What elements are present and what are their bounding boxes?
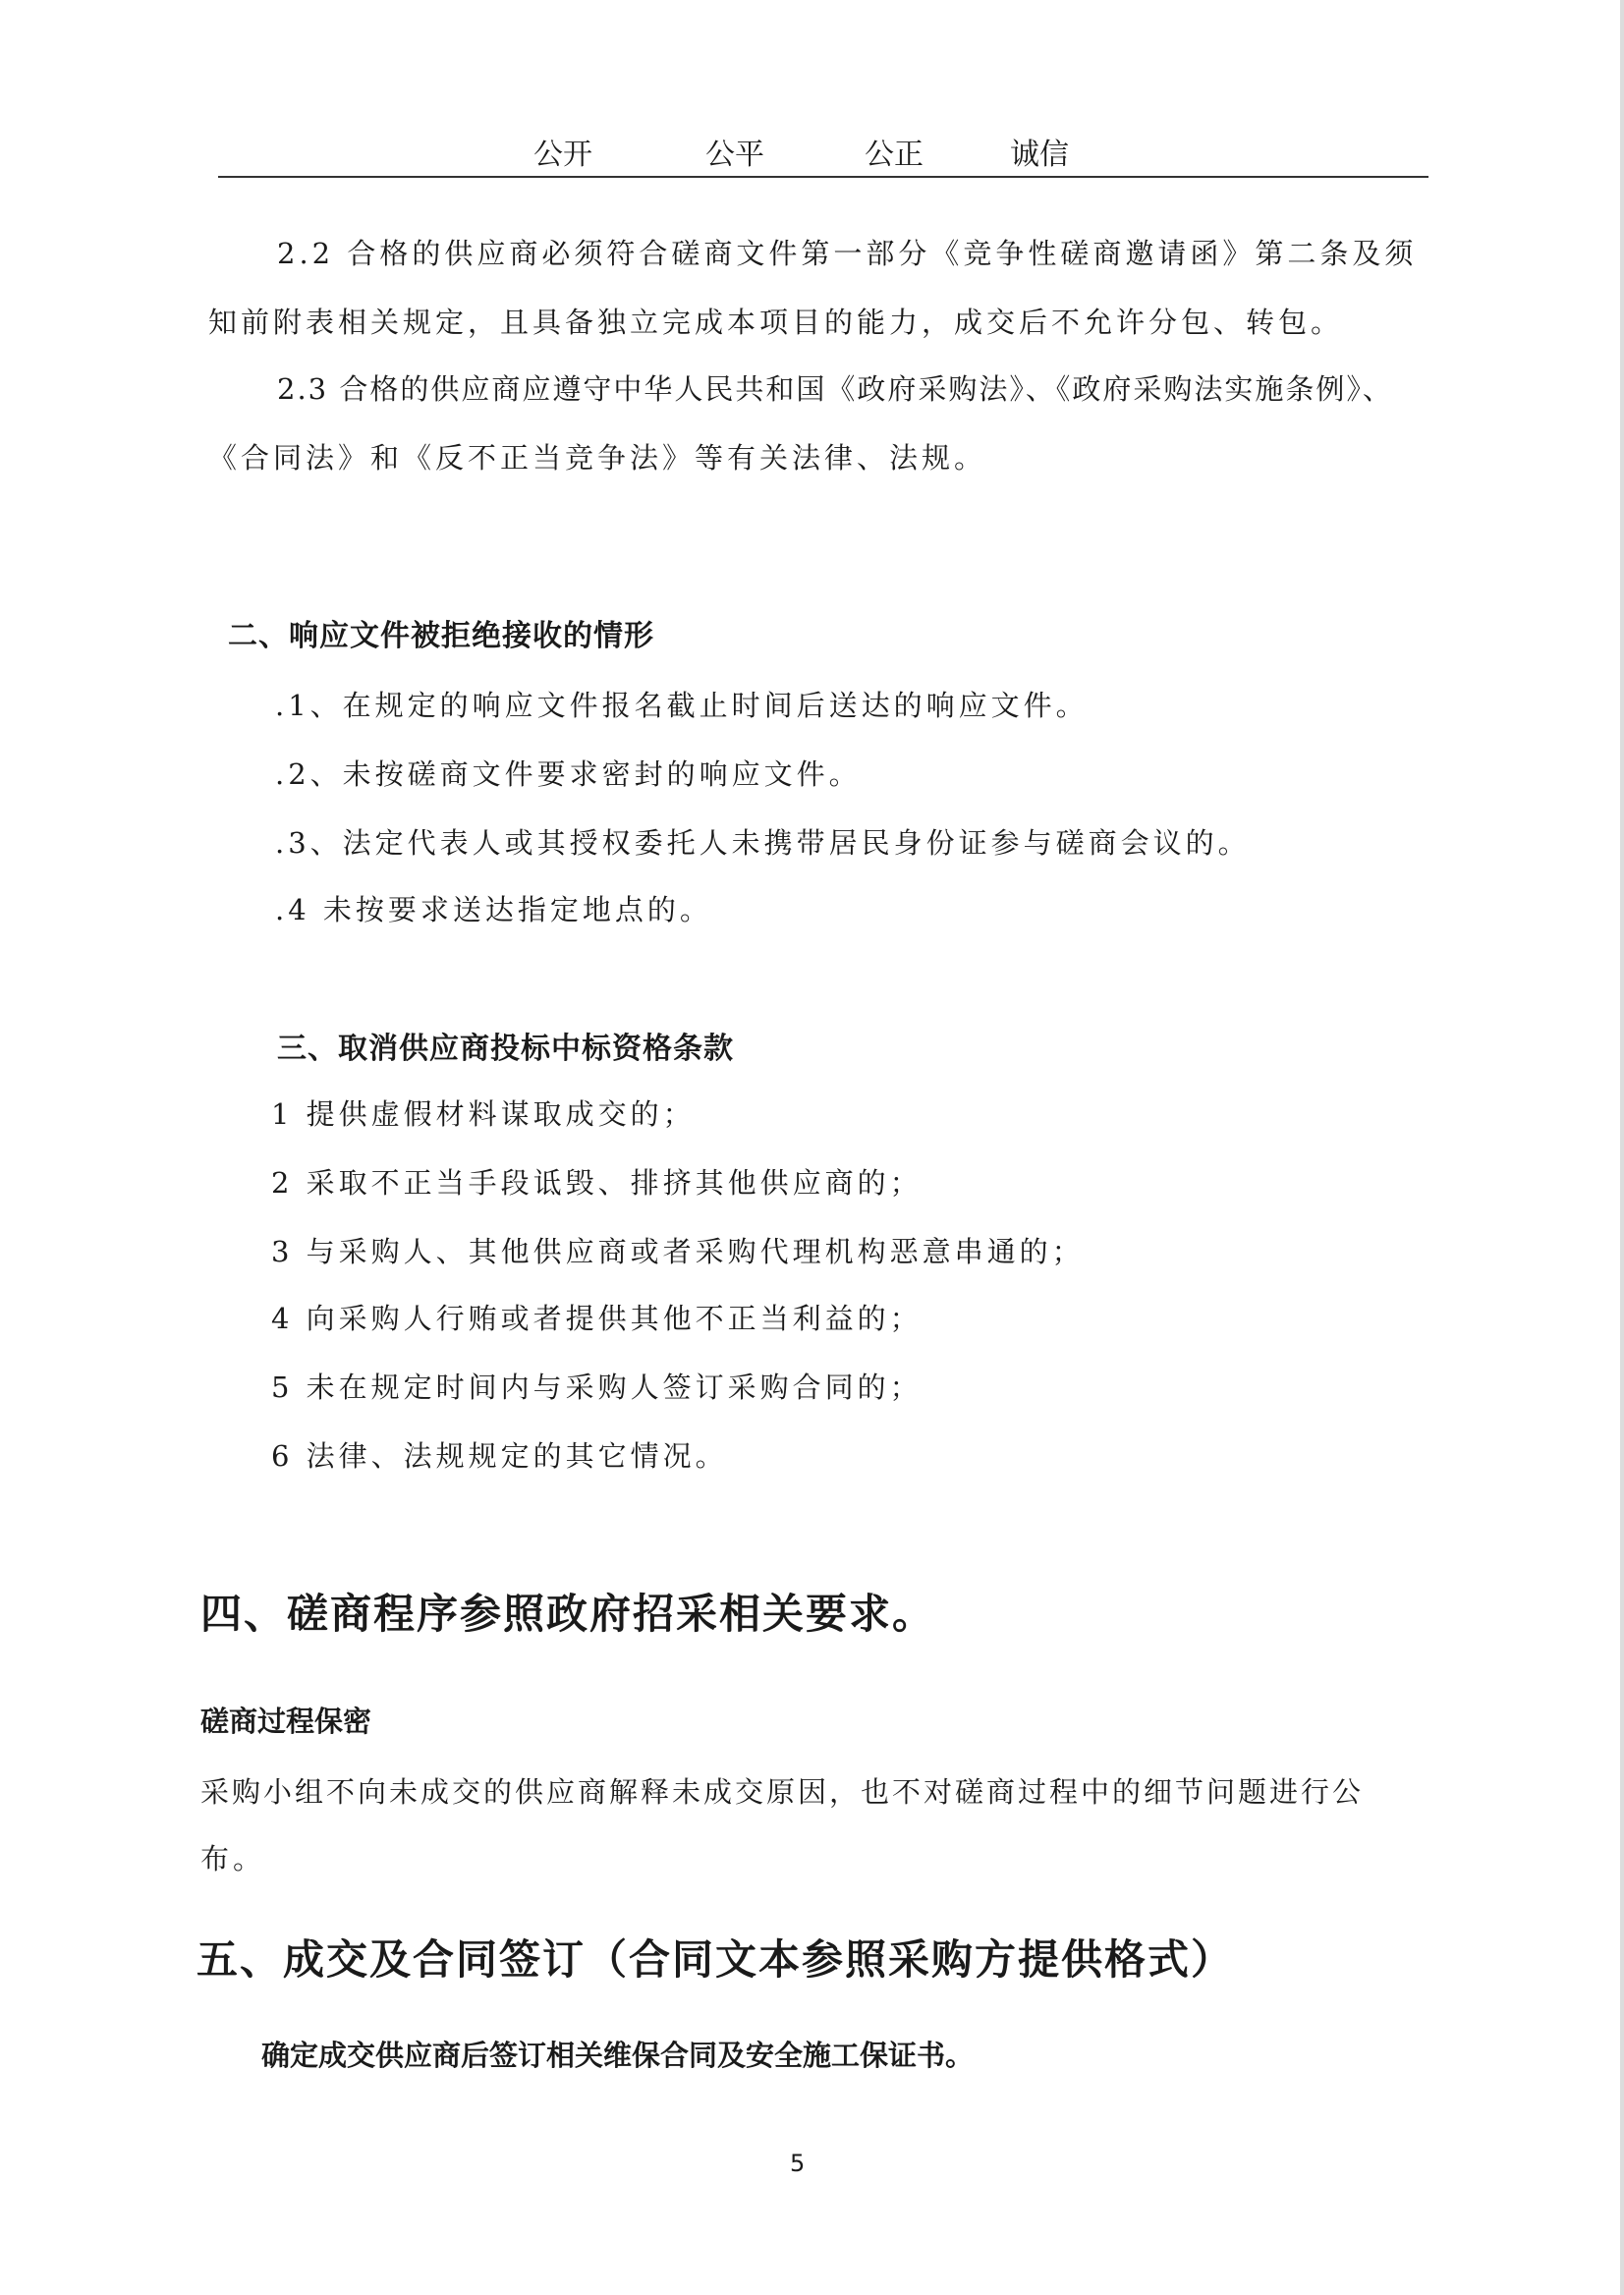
disqualification-item-5: 5 未在规定时间内与采购人签订采购合同的； bbox=[271, 1371, 923, 1404]
confidentiality-subtitle: 磋商过程保密 bbox=[200, 1705, 372, 1738]
header-word-just: 公正 bbox=[865, 138, 924, 172]
rejection-item-2: .2、未按磋商文件要求密封的响应文件。 bbox=[275, 757, 862, 791]
confidentiality-text-line2: 布。 bbox=[200, 1842, 266, 1875]
disqualification-item-6: 6 法律、法规规定的其它情况。 bbox=[271, 1439, 728, 1473]
disqualification-item-2: 2 采取不正当手段诋毁、排挤其他供应商的； bbox=[271, 1166, 923, 1200]
disqualification-item-1: 1 提供虚假材料谋取成交的； bbox=[271, 1097, 696, 1131]
disqualification-item-3: 3 与采购人、其他供应商或者采购代理机构恶意串通的； bbox=[271, 1235, 1085, 1268]
rejection-item-1: .1、在规定的响应文件报名截止时间后送达的响应文件。 bbox=[275, 689, 1089, 722]
rejection-item-3: .3、法定代表人或其授权委托人未携带居民身份证参与磋商会议的。 bbox=[275, 826, 1251, 860]
confidentiality-text-line1: 采购小组不向未成交的供应商解释未成交原因，也不对磋商过程中的细节问题进行公 bbox=[200, 1775, 1365, 1809]
rejection-item-4: .4 未按要求送达指定地点的。 bbox=[275, 893, 712, 926]
section-rejection-title: 二、响应文件被拒绝接收的情形 bbox=[228, 619, 654, 653]
page-number: 5 bbox=[790, 2150, 806, 2177]
header-word-fair: 公平 bbox=[705, 138, 764, 172]
section-contract-title: 五、成交及合同签订（合同文本参照采购方提供格式） bbox=[196, 1935, 1235, 1984]
section-disqualification-title: 三、取消供应商投标中标资格条款 bbox=[277, 1032, 734, 1066]
section-procedure-title: 四、磋商程序参照政府招采相关要求。 bbox=[200, 1590, 936, 1638]
disqualification-item-4: 4 向采购人行贿或者提供其他不正当利益的； bbox=[271, 1302, 923, 1335]
header-word-public: 公开 bbox=[533, 138, 592, 172]
clause-2-3-line1: 2.3 合格的供应商应遵守中华人民共和国《政府采购法》、《政府采购法实施条例》、 bbox=[277, 372, 1393, 406]
header-rule bbox=[218, 176, 1428, 178]
scan-edge bbox=[1620, 0, 1624, 2295]
header-word-integrity: 诚信 bbox=[1010, 138, 1069, 172]
clause-2-2-line2: 知前附表相关规定，且具备独立完成本项目的能力，成交后不允许分包、转包。 bbox=[208, 306, 1344, 339]
contract-text: 确定成交供应商后签订相关维保合同及安全施工保证书。 bbox=[261, 2039, 975, 2072]
clause-2-3-line2: 《合同法》和《反不正当竞争法》等有关法律、法规。 bbox=[208, 441, 987, 475]
clause-2-2-line1: 2.2 合格的供应商必须符合磋商文件第一部分《竞争性磋商邀请函》第二条及须 bbox=[277, 237, 1418, 270]
